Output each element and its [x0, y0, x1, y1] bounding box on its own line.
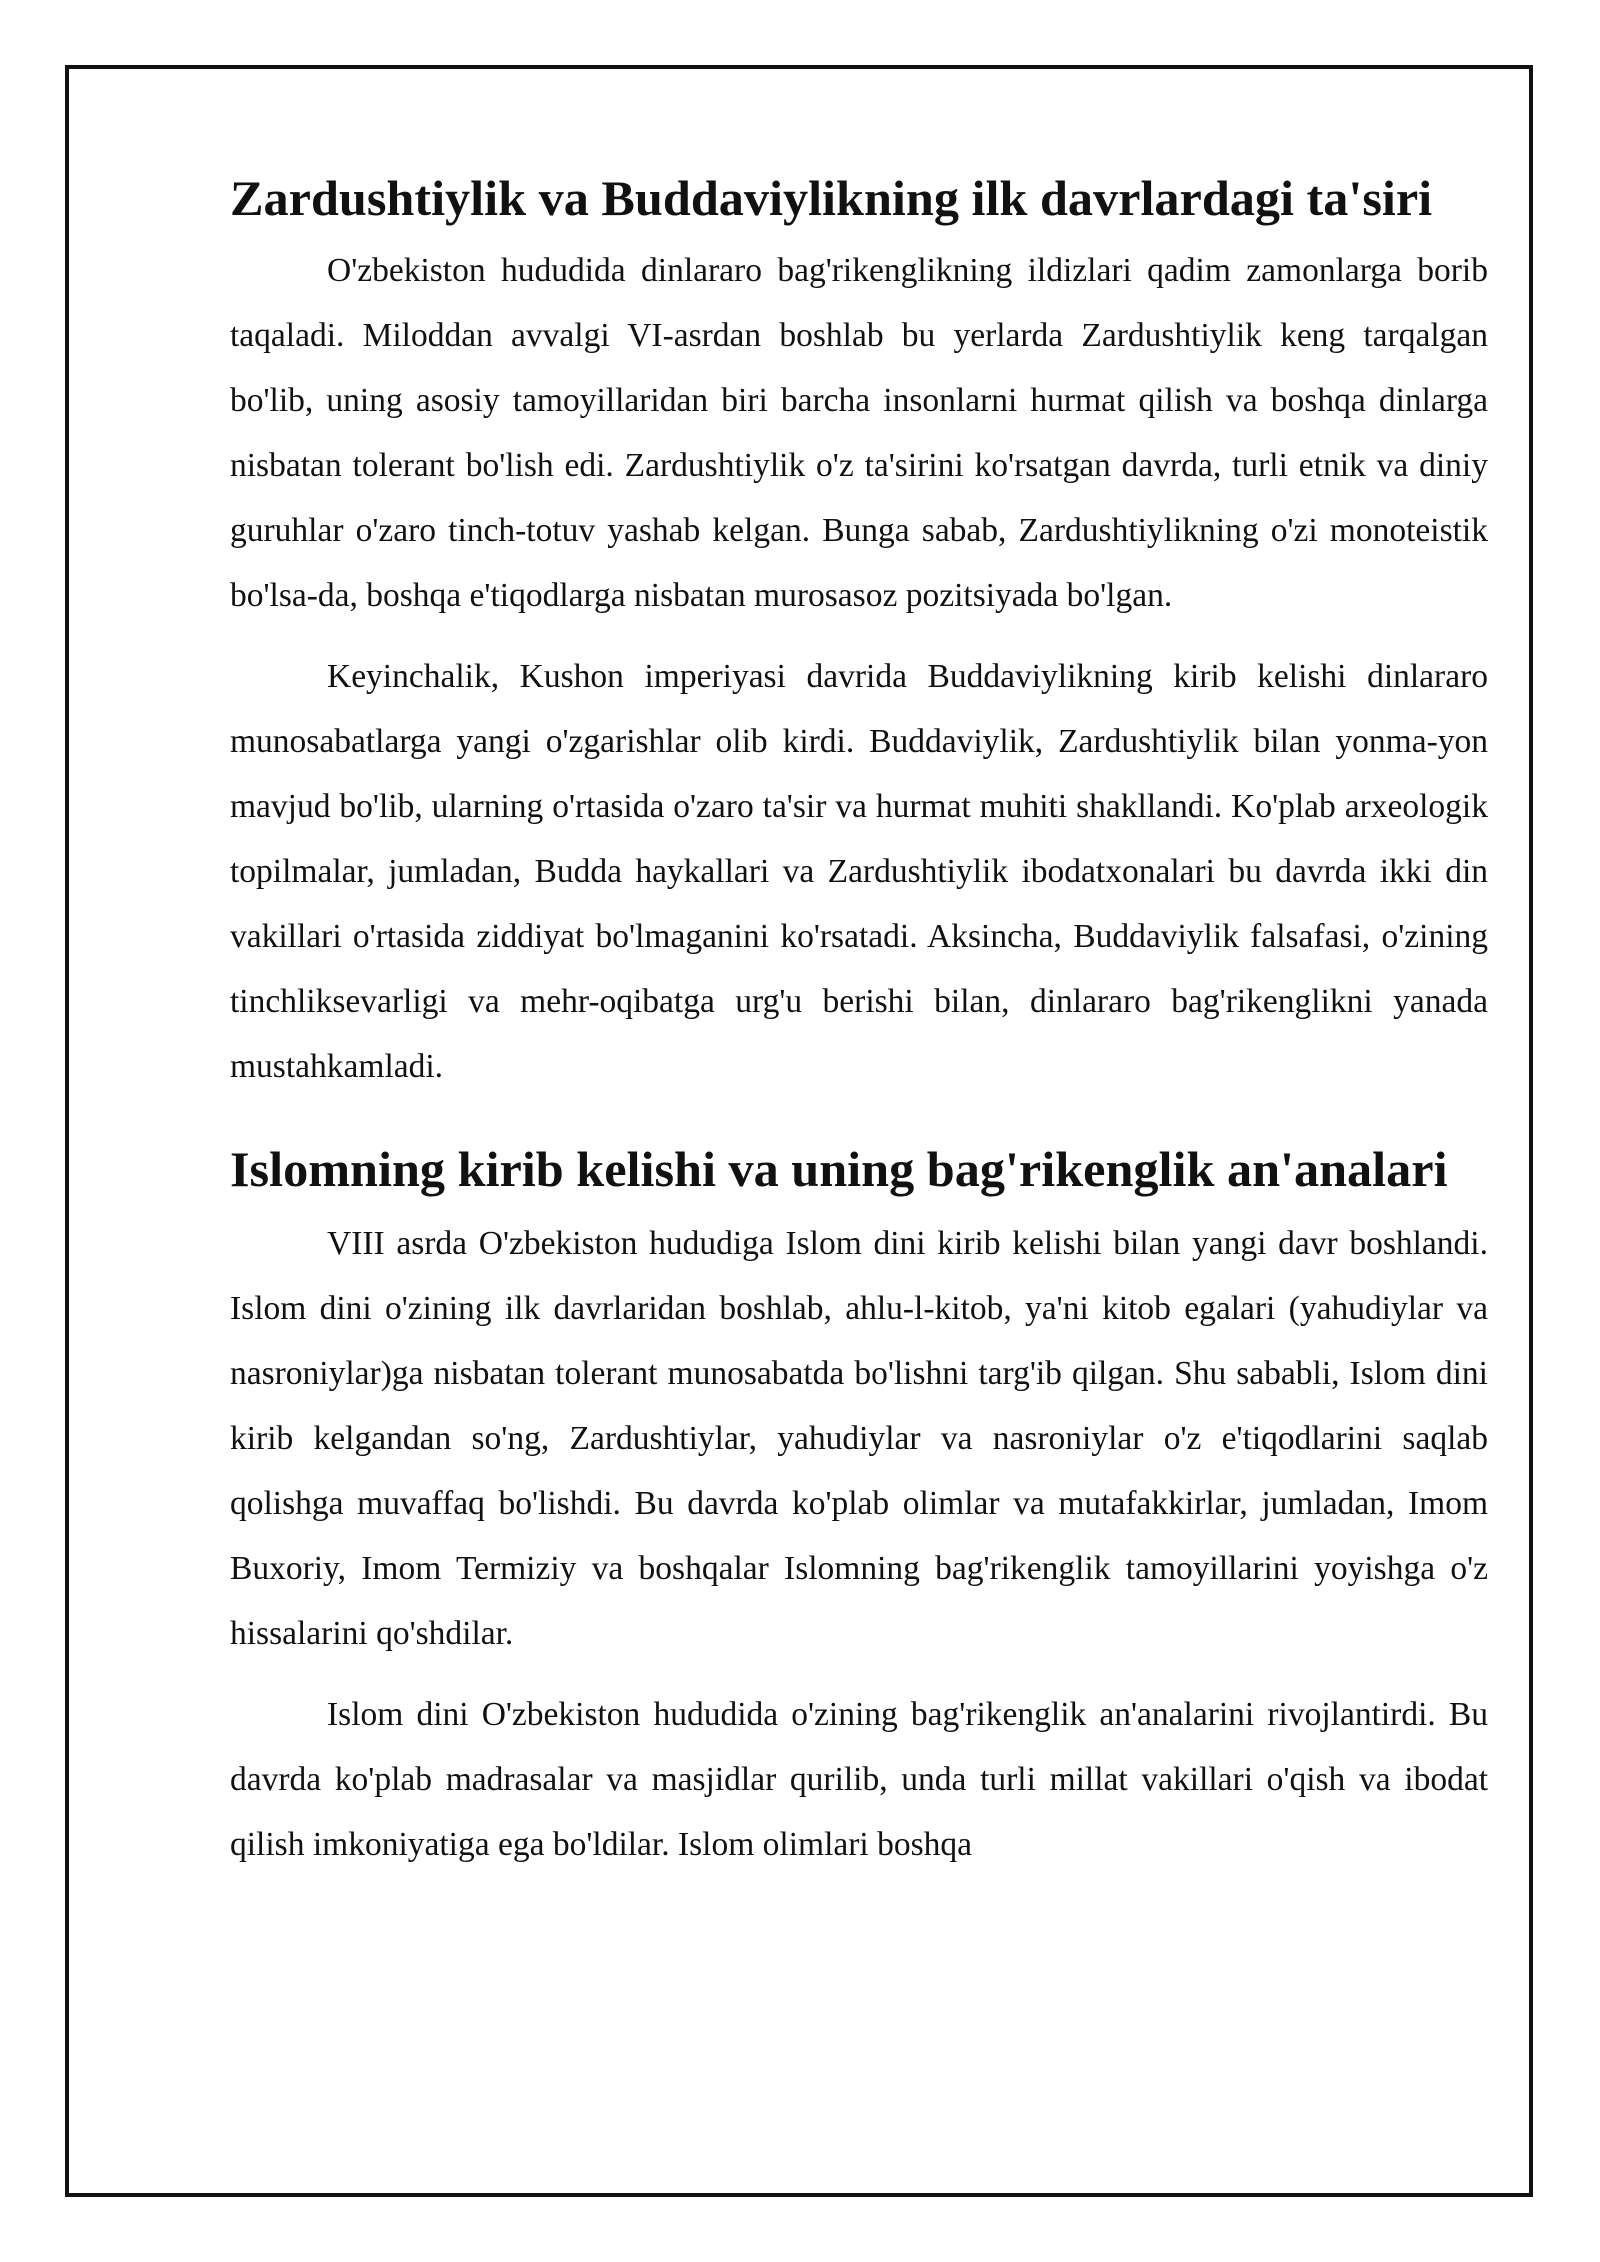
paragraph: VIII asrda O'zbekiston hududiga Islom dini kirib kelishi bilan yangi davr boshlandi. Islom dini o'zining ilk davrlaridan boshlab, ahlu-l-kitob, ya'ni kitob egalari (yahudiylar va nasroniylar)ga nisbatan tolerant munosabatda bo'lishni targ'ib qilgan. Shu sababli, Islom dini kirib kelgandan so'ng, Zardushtiylar, yahudiylar va nasroniylar o'z e'tiqodlarini saqlab qolishga muvaffaq bo'lishdi. Bu davrda ko'plab olimlar va mutafakkirlar, jumladan, Imom Buxoriy, Imom Termiziy va boshqalar Islomning bag'rikenglik tamoyillarini yoyishga o'z hissalarini qo'shdilar.: [230, 1225, 1488, 1652]
section-heading: Zardushtiylik va Buddaviylikning ilk davrlardagi ta'siri: [230, 170, 1433, 226]
section-heading: Islomning kirib kelishi va uning bag'rikenglik an'analari: [230, 1141, 1448, 1197]
paragraph: O'zbekiston hududida dinlararo bag'rikenglikning ildizlari qadim zamonlarga borib taqaladi. Miloddan avvalgi VI-asrdan boshlab bu yerlarda Zardushtiylik keng tarqalgan bo'lib, uning asosiy tamoyillaridan biri barcha insonlarni hurmat qilish va boshqa dinlarga nisbatan tolerant bo'lish edi. Zardushtiylik o'z ta'sirini ko'rsatgan davrda, turli etnik va diniy guruhlar o'zaro tinch-totuv yashab kelgan. Bunga sabab, Zardushtiylikning o'zi monoteistik bo'lsa-da, boshqa e'tiqodlarga nisbatan murosasoz pozitsiyada bo'lgan.: [230, 252, 1488, 614]
paragraph: Islom dini O'zbekiston hududida o'zining bag'rikenglik an'analarini rivojlantirdi. Bu davrda ko'plab madrasalar va masjidlar qurilib, unda turli millat vakillari o'qish va ibodat qilish imkoniyatiga ega bo'ldilar. Islom olimlari boshqa: [230, 1696, 1488, 1863]
document-content: [230, 170, 1488, 1877]
paragraph: Keyinchalik, Kushon imperiyasi davrida Buddaviylikning kirib kelishi dinlararo munosabatlarga yangi o'zgarishlar olib kirdi. Buddaviylik, Zardushtiylik bilan yonma-yon mavjud bo'lib, ularning o'rtasida o'zaro ta'sir va hurmat muhiti shakllandi. Ko'plab arxeologik topilmalar, jumladan, Budda haykallari va Zardushtiylik ibodatxonalari bu davrda ikki din vakillari o'rtasida ziddiyat bo'lmaganini ko'rsatadi. Aksincha, Buddaviylik falsafasi, o'zining tinchliksevarligi va mehr-oqibatga urg'u berishi bilan, dinlararo bag'rikenglikni yanada mustahkamladi.: [230, 658, 1488, 1085]
